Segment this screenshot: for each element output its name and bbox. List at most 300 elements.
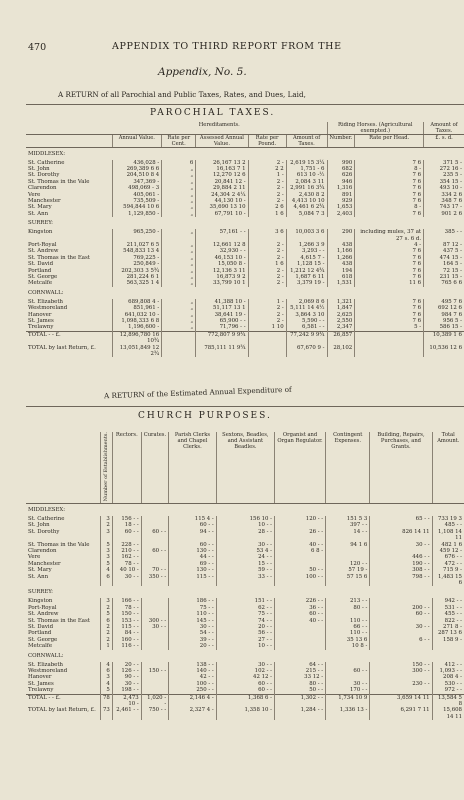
table-cell: 990: [327, 160, 355, 166]
table-cell: 3: [101, 554, 113, 560]
table-cell: 7 6: [355, 185, 424, 191]
table-cell: 204,510 8 4: [112, 172, 162, 178]
table-row: [26, 687, 464, 694]
table-cell: 1,196,600 -: [112, 324, 162, 331]
col-annual-value: Annual Value.: [112, 135, 162, 148]
table-cell: 250,849 -: [112, 261, 162, 267]
table-cell: 115 - -: [169, 574, 217, 587]
table-cell: „: [162, 229, 196, 242]
table-cell: 27 - -: [216, 637, 274, 643]
table-cell: 7 6: [355, 255, 424, 261]
table-cell: 40 - -: [275, 542, 326, 548]
table-cell: 75 - -: [169, 605, 217, 611]
place-name: St. John: [28, 522, 50, 529]
table-cell: 11 6: [355, 280, 424, 286]
table-cell: 12,136 3 11: [196, 268, 248, 274]
table-cell: 110 - -: [326, 630, 370, 636]
table-cell: 4: [101, 567, 113, 573]
table-cell: 891: [327, 192, 355, 198]
table-cell: 4,461 6 2¾: [286, 204, 327, 210]
place-name: St. George: [28, 274, 58, 280]
place-name: Clarendon: [28, 185, 57, 192]
table-cell: 24 - -: [216, 554, 274, 560]
table-cell: 1 10: [248, 324, 286, 331]
table-cell: 153 - -: [112, 618, 141, 624]
place-name: Trelawny: [28, 324, 54, 331]
table-cell: 3,379 19 -: [286, 280, 327, 286]
col-establishments: Number of Establishments.: [101, 432, 113, 504]
table-cell: 110 - -: [326, 618, 370, 624]
place-name: Portland: [28, 630, 52, 637]
table-cell: 472 - -: [432, 561, 464, 567]
table-cell: 1,321: [327, 299, 355, 305]
table-cell: 2,347: [327, 324, 355, 331]
table-cell: 70 - -: [141, 567, 168, 573]
table-cell: „: [162, 268, 196, 274]
col-amount: Amount of Taxes.: [286, 135, 327, 148]
table-cell: 437 5 -: [424, 248, 464, 254]
total-cell: 15,608 14 11: [432, 707, 464, 720]
table-cell: 405,061 -: [112, 192, 162, 198]
table-cell: 100 - -: [169, 681, 217, 687]
table-cell: 57 19 -: [326, 567, 370, 573]
table-cell: 290: [327, 229, 355, 242]
table-cell: „: [162, 192, 196, 198]
place-name: St. Elizabeth: [28, 661, 64, 668]
total-cell: [248, 345, 286, 358]
place-name: St. George: [28, 636, 58, 643]
col-riding-horses: Riding Horses. (Agricultural exempted.): [327, 122, 424, 135]
table-cell: 1,108 14 11: [432, 529, 464, 542]
table-cell: 53 4 -: [216, 548, 274, 554]
table-cell: 20 - -: [216, 624, 274, 630]
table-cell: 150 - -: [112, 611, 141, 617]
table-cell: 626: [327, 172, 355, 178]
col-rate-pound: Rate per Pound.: [248, 135, 286, 148]
table-cell: 158 9 -: [432, 637, 464, 643]
table-cell: 3: [101, 516, 113, 522]
table-cell: 10 - -: [216, 522, 274, 528]
place-name: St. James: [28, 680, 54, 687]
table-cell: 115 - -: [112, 624, 141, 630]
table-cell: 2: [101, 630, 113, 636]
table-cell: 26,167 13 2: [196, 160, 248, 166]
table-cell: 586 15 -: [424, 324, 464, 331]
table-cell: 50 - -: [275, 567, 326, 573]
table-cell: 2 -: [248, 312, 286, 318]
total-cell: 10,389 1 6: [424, 331, 464, 344]
table-cell: 60 - -: [169, 522, 217, 528]
table-cell: 198 - -: [112, 687, 141, 694]
table-cell: 548,833 13 4: [112, 248, 162, 254]
table-cell: 30 - -: [370, 624, 432, 630]
table-cell: 44,130 10 -: [196, 198, 248, 204]
section-name: CORNWALL:: [28, 289, 64, 296]
table-cell: 563,325 1 4: [112, 280, 162, 286]
total-row: [26, 331, 464, 344]
table-cell: 30 - -: [141, 624, 168, 630]
table-cell: 156 10 -: [216, 516, 274, 522]
table-cell: 36 - -: [275, 605, 326, 611]
place-name: Vere: [28, 191, 41, 198]
table-cell: 929: [327, 198, 355, 204]
total-cell: 785,111 11 9¾: [196, 345, 248, 358]
table-cell: 250 - -: [169, 687, 217, 694]
table-cell: 110 - -: [169, 611, 217, 617]
total-cell: [355, 331, 424, 344]
table-cell: 1,316: [327, 185, 355, 191]
running-title: APPENDIX TO THIRD REPORT FROM THE: [112, 41, 342, 52]
total-label: TOTAL by last Return, £.: [28, 344, 96, 351]
table-cell: „: [162, 280, 196, 286]
table-cell: 2 -: [248, 255, 286, 261]
table-cell: 6 - -: [370, 637, 432, 643]
place-name: Clarendon: [28, 547, 57, 554]
top-rule: [26, 104, 464, 105]
table-cell: „: [162, 261, 196, 267]
table-cell: 215 - -: [275, 668, 326, 674]
place-name: Hanover: [28, 311, 52, 318]
table-cell: 2,430 8 2: [286, 192, 327, 198]
table-cell: 412 - -: [432, 662, 464, 668]
table-cell: 30 - -: [112, 681, 141, 687]
col-rate-head: Rate per Head.: [355, 135, 424, 148]
table-cell: 30 - -: [112, 574, 141, 587]
table-cell: 348 7 6: [424, 198, 464, 204]
table-cell: 2 -: [248, 274, 286, 280]
table-cell: 51,117 13 1: [196, 305, 248, 311]
table-cell: 3: [101, 674, 113, 680]
table-cell: 35,690 13 10: [196, 204, 248, 210]
table-cell: [370, 687, 432, 694]
table-cell: 213 - -: [326, 598, 370, 604]
table-cell: 60 - -: [112, 529, 141, 542]
table-cell: 156 - -: [112, 516, 141, 522]
table-cell: „: [162, 172, 196, 178]
table-cell: 498,069 - 3: [112, 185, 162, 191]
place-name: St. Thomas in the Vale: [28, 178, 90, 185]
table-cell: 6: [101, 668, 113, 674]
table-cell: 40 10 -: [112, 567, 141, 573]
table-cell: 5: [101, 687, 113, 694]
table-cell: „: [162, 255, 196, 261]
place-name: St. Catherine: [28, 159, 65, 166]
mid-rule: [26, 406, 464, 407]
table-cell: 530 - -: [432, 681, 464, 687]
table-cell: 956 5 -: [424, 318, 464, 324]
place-name: Manchester: [28, 197, 61, 204]
section-name: SURREY:: [28, 220, 53, 227]
place-name: Trelawny: [28, 687, 54, 694]
table-cell: 1,653: [327, 204, 355, 210]
table-cell: 30 - -: [169, 624, 217, 630]
col-blank: [26, 135, 112, 148]
table-cell: 145 - -: [169, 618, 217, 624]
table-cell: 281,224 6 1: [112, 274, 162, 280]
table-cell: 459 12 -: [432, 548, 464, 554]
table-cell: 41,388 10 -: [196, 299, 248, 305]
table-cell: 42 12 -: [216, 674, 274, 680]
table-cell: 84 - -: [112, 630, 141, 636]
table-cell: 1,687 6 11: [286, 274, 327, 280]
table-cell: 60 - -: [141, 548, 168, 554]
table-cell: 65 - -: [370, 516, 432, 522]
table-cell: 493 10 -: [424, 185, 464, 191]
table-cell: 692 12 6: [424, 305, 464, 311]
table-cell: 67,791 10 -: [196, 211, 248, 217]
table-cell: 7 6: [355, 261, 424, 267]
place-name: St. Thomas in the East: [28, 254, 90, 261]
table-cell: 56 - -: [216, 630, 274, 636]
table-cell: 16,873 9 2: [196, 274, 248, 280]
parochial-heading: PAROCHIAL TAXES.: [150, 108, 276, 118]
table-cell: 300 - -: [370, 668, 432, 674]
table-cell: 2: [101, 522, 113, 528]
table-cell: 75 - -: [216, 611, 274, 617]
table-cell: „: [162, 204, 196, 210]
col-sextons: Sextons, Beadles, and Assistant Beadles.: [216, 432, 274, 504]
church-heading: CHURCH PURPOSES.: [138, 411, 272, 421]
col-organist: Organist and Organ Regulator.: [275, 432, 326, 504]
table-cell: 7 6: [355, 248, 424, 254]
table-cell: 7 6: [355, 268, 424, 274]
table-cell: 116 - -: [112, 643, 141, 649]
table-cell: „: [162, 248, 196, 254]
return-title: A RETURN of all Parochial and Public Taxes, Rates, and Dues, Laid,: [58, 90, 306, 99]
place-name: St. David: [28, 624, 54, 630]
table-cell: 5 -: [355, 324, 424, 331]
table-cell: „: [162, 166, 196, 172]
total-cell: 2,327 4 -: [169, 707, 217, 720]
table-cell: 7 6: [355, 305, 424, 311]
table-cell: 33,799 10 1: [196, 280, 248, 286]
total-cell: 73: [101, 707, 113, 720]
table-cell: „: [162, 185, 196, 191]
total-cell: 1,020 - -: [141, 694, 168, 707]
table-cell: 231 15 -: [424, 274, 464, 280]
table-cell: 211,027 6 5: [112, 242, 162, 248]
place-name: Port-Royal: [28, 241, 57, 248]
total-cell: 78: [101, 694, 113, 707]
parochial-taxes-table: [26, 122, 464, 357]
table-cell: 1 6: [248, 261, 286, 267]
table-cell: 4: [101, 662, 113, 668]
table-cell: 78 - -: [112, 561, 141, 567]
table-cell: 3: [101, 548, 113, 554]
total-cell: 1,368 6 -: [216, 694, 274, 707]
table-cell: 1,212 12 4¾: [286, 268, 327, 274]
table-cell: 30 - -: [216, 542, 274, 548]
table-cell: „: [162, 179, 196, 185]
place-name: Westmoreland: [28, 668, 68, 675]
table-cell: 334 2 6: [424, 192, 464, 198]
table-cell: 30 - -: [216, 662, 274, 668]
table-cell: 822 - -: [432, 618, 464, 624]
table-cell: 3 6: [248, 229, 286, 242]
total-label: TOTAL - - £.: [26, 694, 101, 707]
table-cell: 33 - -: [216, 574, 274, 587]
table-cell: 102 - -: [216, 668, 274, 674]
table-cell: 14 - -: [326, 529, 370, 542]
table-cell: 30 - -: [326, 681, 370, 687]
col-curates: Curates.: [141, 432, 168, 504]
table-cell: 2 -: [248, 242, 286, 248]
place-name: St. Elizabeth: [28, 298, 64, 305]
table-cell: 72 15 -: [424, 268, 464, 274]
table-cell: 485 - -: [432, 522, 464, 528]
table-cell: 1,129,850 -: [112, 211, 162, 217]
table-cell: 3: [101, 529, 113, 542]
table-cell: 126 - -: [112, 668, 141, 674]
section-name: MIDDLESEX:: [28, 507, 66, 514]
table-cell: 39 - -: [169, 637, 217, 643]
table-cell: 3,293 - -: [286, 248, 327, 254]
table-cell: 438: [327, 261, 355, 267]
table-cell: 6: [162, 160, 196, 166]
total-cell: 1,358 10 -: [216, 707, 274, 720]
total-cell: 28,102: [327, 345, 355, 358]
total-cell: 1,336 13 -: [326, 707, 370, 720]
table-cell: 5: [101, 611, 113, 617]
table-cell: including mules, 37 at 27 s. 6 d.: [355, 229, 424, 242]
table-cell: 2: [101, 605, 113, 611]
table-cell: 190 - -: [370, 561, 432, 567]
table-cell: 7 6: [355, 299, 424, 305]
table-cell: 200 - -: [370, 605, 432, 611]
total-cell: 13,584 5 8: [432, 694, 464, 707]
table-cell: 4,413 10 10: [286, 198, 327, 204]
table-cell: 2,550: [327, 318, 355, 324]
table-cell: 130 - -: [169, 548, 217, 554]
table-cell: 80 - -: [326, 605, 370, 611]
table-cell: 2,403: [327, 211, 355, 217]
total-cell: 13,051,849 12 2¾: [112, 345, 162, 358]
table-cell: 150 - -: [141, 668, 168, 674]
place-name: St. Andrew: [28, 611, 59, 618]
table-cell: 94 1 6: [326, 542, 370, 548]
table-cell: 87 12 -: [424, 242, 464, 248]
table-cell: 130 - -: [169, 567, 217, 573]
total-cell: 2,473 10 -: [112, 694, 141, 707]
place-name: St. Andrew: [28, 248, 59, 255]
table-cell: 482 1 6: [432, 542, 464, 548]
table-cell: 5,084 7 3: [286, 211, 327, 217]
total-label: TOTAL - - £.: [26, 331, 112, 344]
place-name: St. Ann: [28, 210, 49, 217]
table-cell: 765 6 6: [424, 280, 464, 286]
place-name: Kingston: [28, 229, 53, 236]
table-cell: 80 - -: [275, 681, 326, 687]
table-cell: 7 6: [355, 192, 424, 198]
col-hereditaments: Hereditaments.: [112, 122, 327, 135]
table-cell: 29,884 2 11: [196, 185, 248, 191]
table-cell: 78 - -: [112, 605, 141, 611]
table-row: [26, 324, 464, 331]
table-cell: 235 5 -: [424, 172, 464, 178]
table-cell: 12,661 12 8: [196, 242, 248, 248]
table-cell: 682: [327, 166, 355, 172]
place-name: St. Mary: [28, 567, 52, 574]
total-cell: [162, 331, 196, 344]
table-cell: 150 - -: [370, 662, 432, 668]
table-cell: 60 - -: [216, 681, 274, 687]
table-cell: 901 2 6: [424, 211, 464, 217]
total-cell: 6,291 7 11: [370, 707, 432, 720]
table-cell: 164 5 -: [424, 261, 464, 267]
table-cell: 38,641 19 -: [196, 312, 248, 318]
total-cell: [248, 331, 286, 344]
table-cell: 60 - -: [141, 529, 168, 542]
table-cell: 1,266 3 9: [286, 242, 327, 248]
total-cell: [355, 345, 424, 358]
table-cell: 2: [101, 637, 113, 643]
table-cell: 120 - -: [275, 516, 326, 522]
table-cell: 613 10 -½: [286, 172, 327, 178]
table-cell: 2 -: [248, 305, 286, 311]
table-cell: 2 -: [248, 160, 286, 166]
table-row: [26, 574, 464, 587]
table-row: [26, 529, 464, 542]
table-cell: 769,225 -: [112, 255, 162, 261]
col-place: [26, 122, 112, 135]
table-cell: 7 6: [355, 211, 424, 217]
total-cell: 1,302 - -: [275, 694, 326, 707]
table-cell: 18 - -: [112, 522, 141, 528]
table-cell: 100 - -: [275, 574, 326, 587]
section-name: MIDDLESEX:: [28, 151, 66, 157]
place-name: St. Dorothy: [28, 528, 60, 535]
table-cell: 10 8 -: [326, 643, 370, 649]
table-cell: „: [162, 299, 196, 305]
table-cell: 50 - -: [275, 687, 326, 694]
table-cell: 20,841 12 -: [196, 179, 248, 185]
table-cell: 15,050 8 -: [196, 261, 248, 267]
table-cell: 74 - -: [216, 618, 274, 624]
table-cell: 2 -: [248, 192, 286, 198]
table-cell: 972 - -: [432, 687, 464, 694]
table-cell: 64 - -: [275, 662, 326, 668]
table-cell: 851,961 -: [112, 305, 162, 311]
table-cell: 5,590 - -: [286, 318, 327, 324]
return-title-2: A RETURN of the Estimated Annual Expenditure of: [103, 384, 292, 401]
table-cell: 5: [101, 542, 113, 548]
place-name: Hanover: [28, 674, 52, 681]
table-cell: 4,615 7 -: [286, 255, 327, 261]
total-last-row: [26, 345, 464, 358]
table-cell: 271 8 -: [432, 624, 464, 630]
place-name: St. John: [28, 165, 50, 172]
table-cell: 397 - -: [326, 522, 370, 528]
table-cell: 60 - -: [370, 611, 432, 617]
table-cell: 10,003 3 6: [286, 229, 327, 242]
col-place: [26, 432, 101, 504]
table-cell: 33 12 -: [275, 674, 326, 680]
table-cell: 30 - -: [370, 542, 432, 548]
table-cell: 438: [327, 242, 355, 248]
table-cell: 5,111 14 4½: [286, 305, 327, 311]
table-cell: 20 - -: [169, 643, 217, 649]
table-cell: 446 - -: [370, 554, 432, 560]
table-cell: 120 - -: [326, 561, 370, 567]
table-cell: „: [162, 242, 196, 248]
col-contingent: Contingent Expenses.: [326, 432, 370, 504]
page-number: 470: [28, 42, 47, 53]
col-lsd: £. s. d.: [424, 135, 464, 148]
table-cell: 62 - -: [216, 605, 274, 611]
table-cell: 4 -: [355, 242, 424, 248]
table-cell: 743 17 -: [424, 204, 464, 210]
table-cell: 300 - -: [141, 618, 168, 624]
